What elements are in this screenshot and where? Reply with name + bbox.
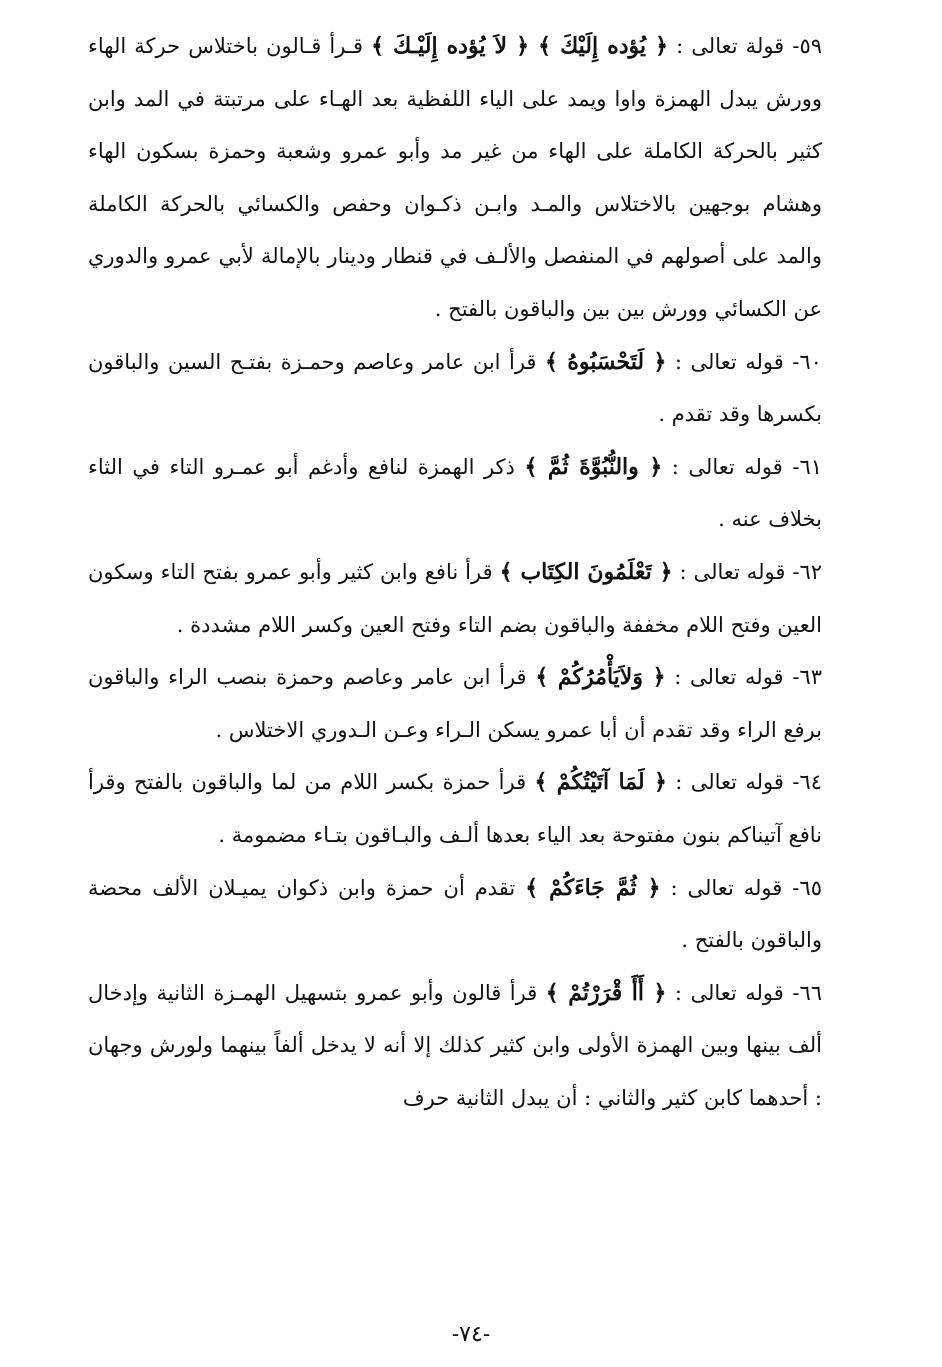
entry-text: قرأ قالون وأبو عمرو بتسهيل الهمـزة الثانية وإدخال ألف بينها وبين الهمزة الأولى وابن كثير كذلك إلا أنه لا يدخل ألفاً بينهما ولورش وجهان : أحدهما كابن كثير والثاني : أن يبدل الثانية حرف — [88, 980, 822, 1110]
verse-quote: ﴿ ثُمَّ جَاءَكُمْ ﴾ — [525, 874, 661, 901]
entry-text: قرأ حمزة بكسر اللام من لما والباقون بالفتح وقرأ نافع آتيناكم بنون مفتوحة بعد الياء بعدها ألـف والبـاقون بتـاء مضمومة . — [88, 770, 822, 847]
entry-65: ٦٥- قوله تعالى : ﴿ ثُمَّ جَاءَكُمْ ﴾ تقدم أن حمزة وابن ذكوان يميـلان الألف محضة والباقون بالفتح . — [88, 874, 822, 953]
entry-lead: قوله تعالى : — [674, 349, 784, 374]
entry-number: ٦٢ — [799, 559, 822, 584]
verse-quote: ﴿ لَمَا آتَيْتُكُمْ ﴾ — [534, 769, 667, 796]
entry-number: ٦٣ — [799, 665, 822, 690]
entry-60: ٦٠- قوله تعالى : ﴿ لَتَحْسَبُوهُ ﴾ قرأ ابن عامر وعاصم وحمـزة بفتـح السين والباقون بكسرها وقد تقدم . — [88, 348, 822, 427]
entry-number: ٦١ — [799, 454, 823, 479]
entry-number: ٦٥ — [799, 875, 822, 900]
entry-63: ٦٣- قوله تعالى : ﴿ وَلاَيَأْمُرُكُمْ ﴾ قرأ ابن عامر وعاصم وحمزة بنصب الراء والباقون برفع الراء وقد تقدم أن أبا عمرو يسكن الـراء وعـن الـدوري الاختلاس . — [88, 664, 822, 742]
entry-number: ٥٩ — [799, 34, 822, 58]
entry-lead: قوله تعالى : — [670, 875, 783, 900]
entry-66: ٦٦- قوله تعالى : ﴿ أَأَ قْرَرْتُمْ ﴾ قرأ قالون وأبو عمرو بتسهيل الهمـزة الثانية وإدخال ألف بينها وبين الهمزة الأولى وابن كثير كذلك إلا أنه لا يدخل ألفاً بينهما ولورش وجهان : أحدهما كابن كثير والثاني : أن يبدل الثانية حرف — [88, 979, 823, 1110]
entry-lead: قوله تعالى : — [675, 770, 784, 795]
entry-number: ٦٦ — [799, 980, 823, 1005]
entry-lead: قوله تعالى : — [671, 454, 783, 479]
entry-text: ذكر الهمزة لنافع وأدغم أبو عمـرو التاء في الثاء بخلاف عنه . — [88, 454, 822, 532]
entry-lead: قولة تعالى : — [676, 34, 785, 58]
entry-text: قرأ ابن عامر وعاصم وحمـزة بفتـح السين والباقون بكسرها وقد تقدم . — [88, 349, 822, 427]
entry-number: ٦٠ — [799, 349, 822, 374]
entry-lead: قوله تعالى : — [679, 559, 786, 584]
verse-quote: ﴿ لَتَحْسَبُوهُ ﴾ — [544, 348, 667, 375]
page-number: -٧٤- — [451, 1322, 491, 1347]
entry-lead: قوله تعالى : — [674, 665, 784, 690]
entry-lead: قوله تعالى : — [674, 980, 784, 1005]
entry-61: ٦١- قوله تعالى : ﴿ والنُّبُوَّةَ ثُمَّ ﴾ ذكر الهمزة لنافع وأدغم أبو عمـرو التاء في الثاء بخلاف عنه . — [88, 453, 823, 532]
verse-quote: ﴿ أَأَ قْرَرْتُمْ ﴾ — [545, 979, 667, 1006]
entry-number: ٦٤ — [799, 770, 822, 795]
document-page — [88, 20, 822, 1124]
entry-text: قرأ ابن عامر وعاصم وحمزة بنصب الراء والباقون برفع الراء وقد تقدم أن أبا عمرو يسكن الـراء وعـن الـدوري الاختلاس . — [88, 665, 822, 742]
entry-text: قرأ نافع وابن كثير وأبو عمرو بفتح التاء وسكون العين وفتح اللام مخففة والباقون بضم التاء وفتح العين وكسر اللام مشددة . — [88, 559, 822, 637]
verse-quote: ﴿ وَلاَيَأْمُرُكُمْ ﴾ — [535, 664, 666, 691]
entry-62: ٦٢- قوله تعالى : ﴿ تَعْلَمُونَ الكِتَاب ﴾ قرأ نافع وابن كثير وأبو عمرو بفتح التاء وسكون العين وفتح اللام مخففة والباقون بضم التاء وفتح العين وكسر اللام مشددة . — [88, 558, 822, 637]
verse-quote: ﴿ والنُّبُوَّةَ ثُمَّ ﴾ — [524, 453, 663, 480]
entry-64: ٦٤- قوله تعالى : ﴿ لَمَا آتَيْتُكُمْ ﴾ قرأ حمزة بكسر اللام من لما والباقون بالفتح وقرأ نافع آتيناكم بنون مفتوحة بعد الياء بعدها ألـف والبـاقون بتـاء مضمومة . — [88, 769, 822, 847]
entry-text: تقدم أن حمزة وابن ذكوان يميـلان الألف محضة والباقون بالفتح . — [88, 875, 822, 953]
verse-quote: ﴿ تَعْلَمُونَ الكِتَاب ﴾ — [499, 558, 673, 585]
entry-59: ٥٩- قولة تعالى : ﴿ يُؤده إِلَيْكَ ﴾ ﴿ لاَ يُؤده إِلَيْـكَ ﴾ قـرأ قـالون باختلاس حركة الهاء وورش يبدل الهمزة واوا ويمد على الياء اللفظية بعد الهـاء على مرتبتة في المد وابن كثير بالحركة الكاملة على الهاء من غير مد وأبو عمرو وشعبة وحمزة بسكون الهاء وهشام بوجهين بالاختلاس والمـد وابـن ذكـوان وحفص والكسائي بالحركة الكاملة والمد على أصولهم في المنفصل والألـف في قنطار ودينار بالإمالة لأبي عمرو والدوري عن الكسائي وورش بين بين والباقون بالفتح . — [88, 33, 822, 321]
entry-text: قـرأ قـالون باختلاس حركة الهاء وورش يبدل الهمزة واوا ويمد على الياء اللفظية بعد الهـاء على مرتبتة في المد وابن كثير بالحركة الكاملة على الهاء من غير مد وأبو عمرو وشعبة وحمزة بسكون الهاء وهشام بوجهين بالاختلاس والمـد وابـن ذكـوان وحفص والكسائي بالحركة الكاملة والمد على أصولهم في المنفصل والألـف في قنطار ودينار بالإمالة لأبي عمرو والدوري عن الكسائي وورش بين بين والباقون بالفتح . — [88, 34, 822, 321]
verse-quote: ﴿ يُؤده إِلَيْكَ ﴾ ﴿ لاَ يُؤده إِلَيْـكَ ﴾ — [371, 33, 669, 59]
